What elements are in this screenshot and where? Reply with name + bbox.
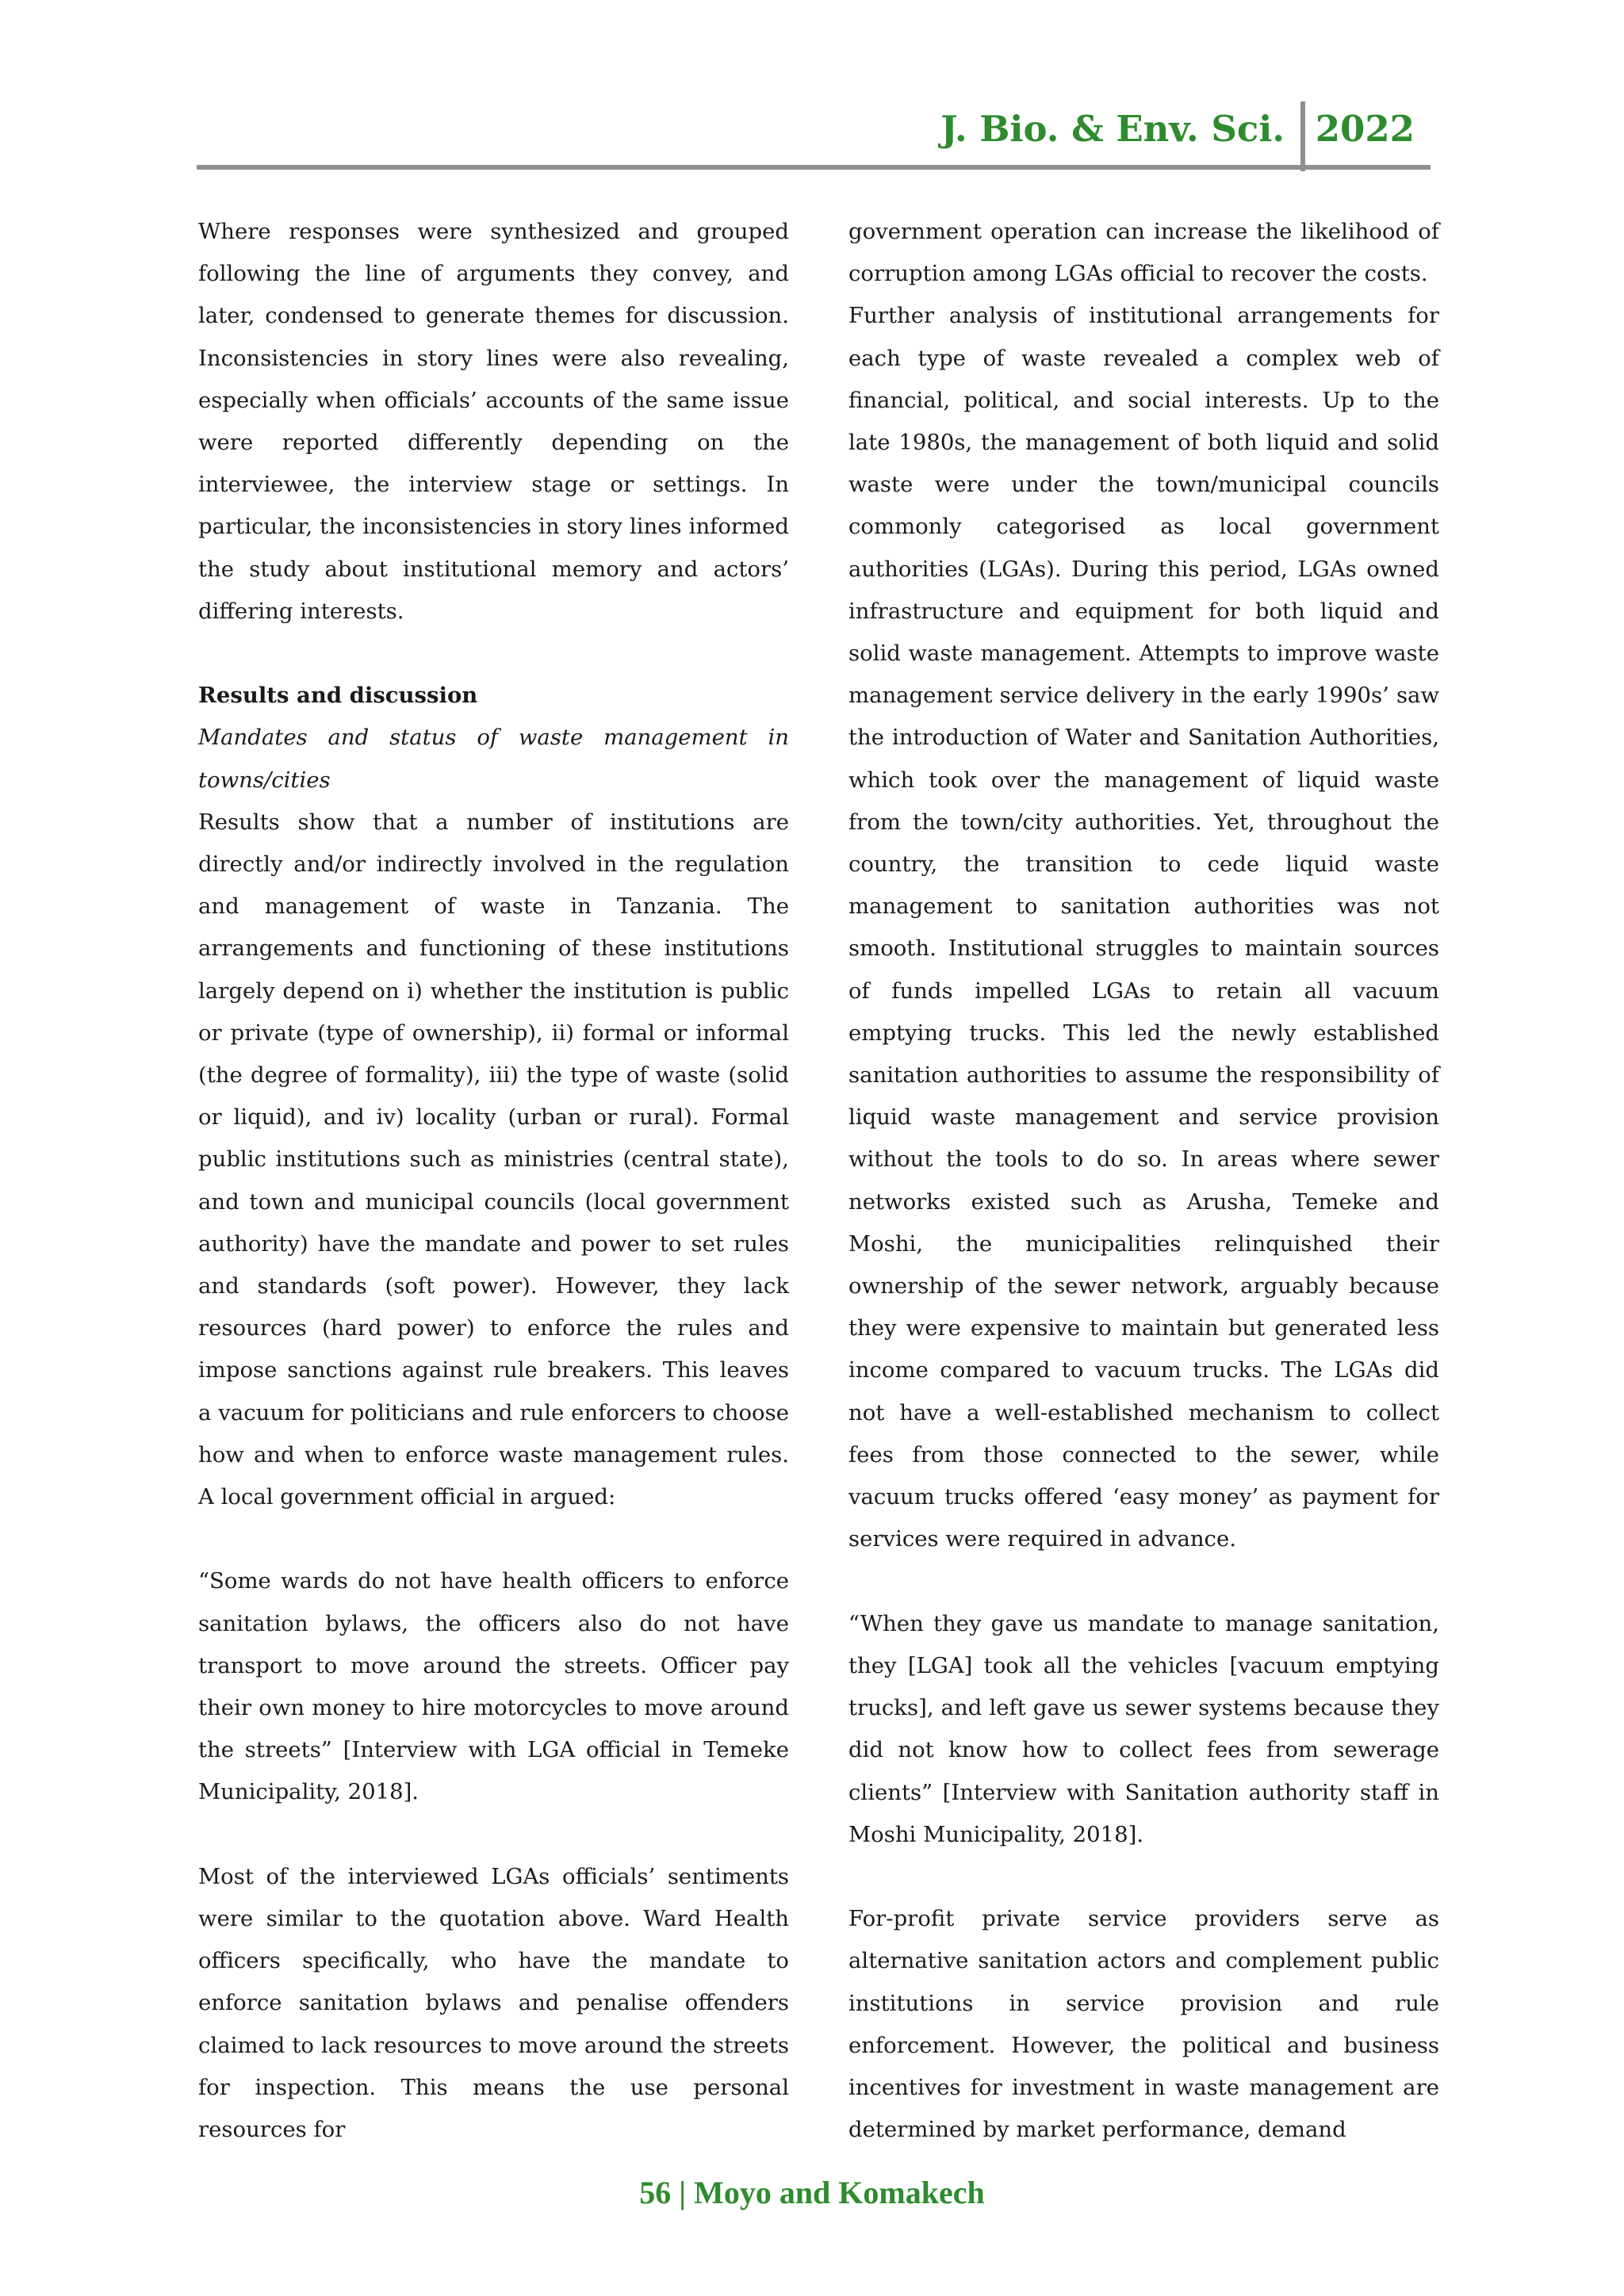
header-divider xyxy=(1300,101,1305,171)
publication-year: 2022 xyxy=(1315,108,1415,150)
header-rule xyxy=(197,165,1431,170)
subsection-heading: Mandates and status of waste management in towns/cities xyxy=(198,725,789,793)
running-header xyxy=(197,101,1431,171)
paragraph: For-profit private service providers serve as alternative sanitation actors and complement public institutions in service provision and rule enforcement. However, the political and business incentives for investment in waste management are determined by market performance, demand xyxy=(848,1906,1439,2143)
left-column xyxy=(198,211,789,2151)
paragraph: Further analysis of institutional arrangements for each type of waste revealed a complex web of financial, political, and social interests. Up to the late 1980s, the management of both liquid and solid waste were under the town/municipal councils commonly categorised as local government authorities (LGAs). During this period, LGAs owned infrastructure and equipment for both liquid and solid waste management. Attempts to improve waste management service delivery in the early 1990s’ saw the introduction of Water and Sanitation Authorities, which took over the management of liquid waste from the town/city authorities. Yet, throughout the country, the transition to cede liquid waste management to sanitation authorities was not smooth. Institutional struggles to maintain sources of funds impelled LGAs to retain all vacuum emptying trucks. This led the newly established sanitation authorities to assume the responsibility of liquid waste management and service provision without the tools to do so. In areas where sewer networks existed such as Arusha, Temeke and Moshi, the municipalities relinquished their ownership of the sewer network, arguably because they were expensive to maintain but generated less income compared to vacuum trucks. The LGAs did not have a well-established mechanism to collect fees from those connected to the sewer, while vacuum trucks offered ‘easy money’ as payment for services were required in advance. xyxy=(848,303,1439,1552)
paragraph: government operation can increase the likelihood of corruption among LGAs official to recover the costs. xyxy=(848,219,1439,287)
paragraph: Most of the interviewed LGAs officials’ sentiments were similar to the quotation above. Ward Health officers specifically, who have the mandate to enforce sanitation bylaws and penalise offenders claimed to lack resources to move around the streets for inspection. This means the use personal resources for xyxy=(198,1863,789,2143)
block-quote: “When they gave us mandate to manage sanitation, they [LGA] took all the vehicles [vacuum emptying trucks], and left gave us sewer systems because they did not know how to collect fees from sewerage clients” [Interview with Sanitation authority staff in Moshi Municipality, 2018]. xyxy=(848,1610,1439,1847)
block-quote: “Some wards do not have health officers to enforce sanitation bylaws, the officers also do not have transport to move around the streets. Officer pay their own money to hire motorcycles to move around the streets” [Interview with LGA official in Temeke Municipality, 2018]. xyxy=(198,1568,789,1805)
journal-name: J. Bio. & Env. Sci. xyxy=(940,108,1285,150)
section-heading: Results and discussion xyxy=(198,683,478,709)
right-column xyxy=(848,211,1439,2151)
paragraph: Results show that a number of institutions are directly and/or indirectly involved in the regulation and management of waste in Tanzania. The arrangements and functioning of these institutions largely depend on i) whether the institution is public or private (type of ownership), ii) formal or informal (the degree of formality), iii) the type of waste (solid or liquid), and iv) locality (urban or rural). Formal public institutions such as ministries (central state), and town and municipal councils (local government authority) have the mandate and power to set rules and standards (soft power). However, they lack resources (hard power) to enforce the rules and impose sanctions against rule breakers. This leaves a vacuum for politicians and rule enforcers to choose how and when to enforce waste management rules. A local government official in argued: xyxy=(198,809,789,1510)
page-footer: 56 | Moyo and Komakech xyxy=(639,2175,985,2210)
paragraph: Where responses were synthesized and grouped following the line of arguments they convey, and later, condensed to generate themes for discussion. Inconsistencies in story lines were also revealing, especially when officials’ accounts of the same issue were reported differently depending on the interviewee, the interview stage or settings. In particular, the inconsistencies in story lines informed the study about institutional memory and actors’ differing interests. xyxy=(198,219,789,624)
